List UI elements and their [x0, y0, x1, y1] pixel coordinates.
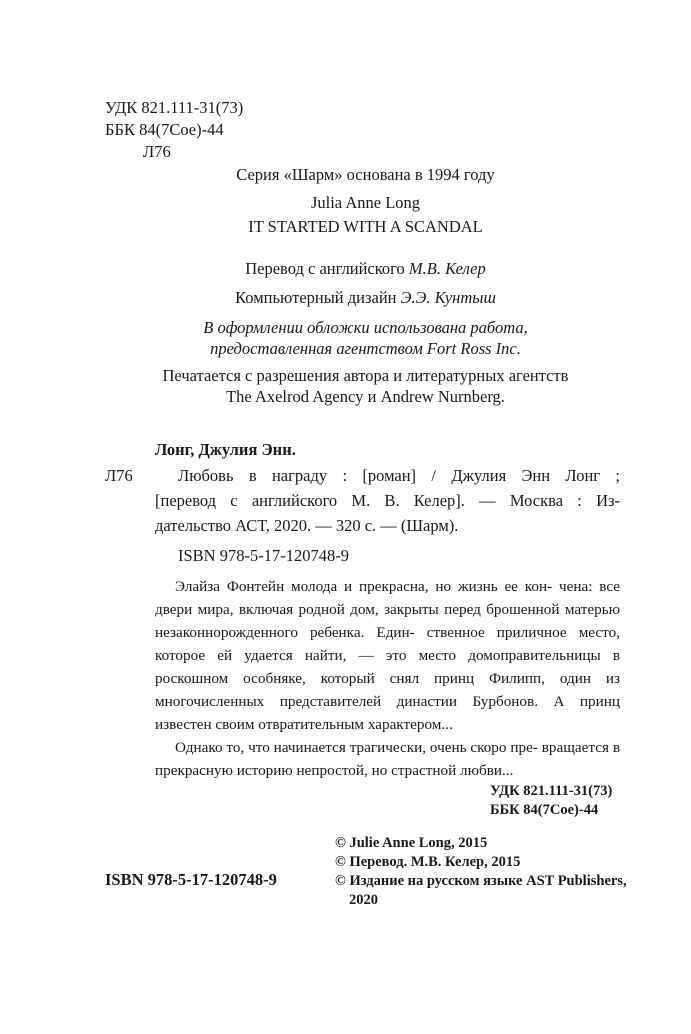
designer-name: Э.Э. Кунтыш: [400, 288, 496, 307]
copyright-block: [335, 834, 635, 910]
bbk-code: ББК 84(7Сое)-44: [105, 120, 224, 139]
permission-line-1: Печатается с разрешения автора и литературных агентств: [162, 366, 569, 385]
copyright-author: © Julie Anne Long, 2015: [335, 835, 488, 851]
cover-note-line-1: В оформлении обложки использована работа,: [203, 318, 528, 337]
copyright-edition: © Издание на русском языке AST Publishers,: [335, 873, 627, 889]
original-title: IT STARTED WITH A SCANDAL: [248, 217, 483, 236]
annotation-paragraph-2: Однако то, что начинается трагически, очень скоро пре- вращается в прекрасную историю непростой, но страстной любви...: [155, 739, 620, 779]
catalog-line-2: [перевод с английского М. В. Келер]. — Москва : Из-: [155, 491, 620, 510]
original-author: Julia Anne Long: [310, 193, 421, 212]
footer-bbk-code: ББК 84(7Сое)-44: [490, 802, 599, 818]
translator-name: М.В. Келер: [408, 259, 486, 278]
copyright-year: 2020: [349, 892, 378, 908]
translation-line: [0, 259, 691, 279]
footer-isbn: ISBN 978-5-17-120748-9: [105, 870, 277, 889]
permission-line-2: The Axelrod Agency и Andrew Nurnberg.: [226, 387, 505, 406]
annotation: [155, 575, 620, 782]
catalog-isbn: ISBN 978-5-17-120748-9: [178, 546, 349, 565]
catalog-line-3: дательство АСТ, 2020. — 320 с. — (Шарм).: [155, 516, 459, 535]
catalog-line-1: Любовь в награду : [роман] / Джулия Энн Лонг ;: [178, 466, 620, 485]
footer-udk-code: УДК 821.111-31(73): [490, 783, 613, 799]
cover-note-line-2: предоставленная агентством Fort Ross Inc.: [210, 339, 521, 358]
author-mark: Л76: [143, 142, 171, 161]
design-line: [0, 288, 691, 308]
annotation-paragraph-1: Элайза Фонтейн молода и прекрасна, но жизнь ее кон- чена: все двери мира, включая родной дом, закрыты перед брошенной матерью незаконнорожденного ребенка. Един- ственное приличное место, которое ей удается найти, — это место домоправительницы в роскошном особняке, который снял принц Филипп, один из многочисленных представителей династии Бурбонов. А принц известен своим отвратительным характером...: [155, 578, 620, 733]
translation-label: Перевод с английского: [245, 259, 405, 278]
series-line: Серия «Шарм» основана в 1994 году: [236, 165, 495, 184]
catalog-heading: Лонг, Джулия Энн.: [155, 440, 296, 459]
design-label: Компьютерный дизайн: [235, 288, 397, 307]
catalog-mark: Л76: [105, 466, 133, 485]
copyright-translation: © Перевод. М.В. Келер, 2015: [335, 854, 521, 870]
udk-code: УДК 821.111-31(73): [105, 98, 244, 117]
